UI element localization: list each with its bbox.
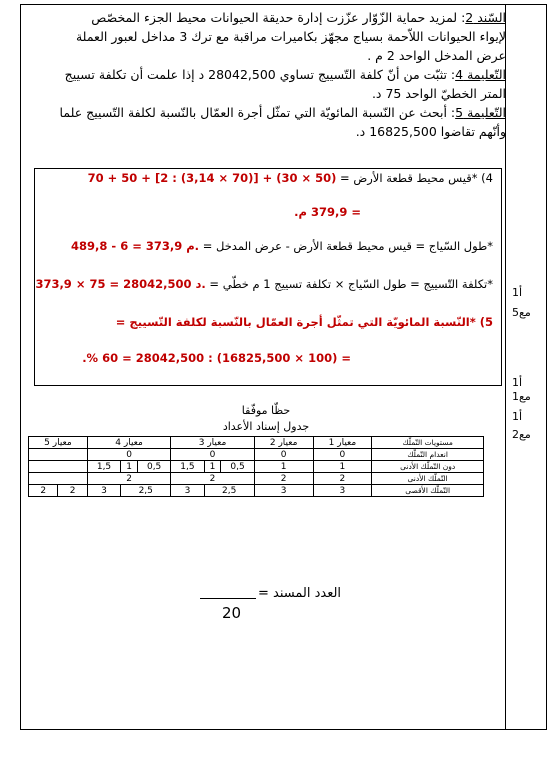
- task4-line-2: المتر الخطيّ الواحد 75 د.: [371, 86, 506, 101]
- row0-level: انعدام التّملّك: [372, 449, 484, 461]
- answer-q5-line: [116, 315, 493, 329]
- row1-c4-a: 0,5: [137, 461, 170, 473]
- answer-q5-text: 5) *النّسبة المائويّة التي تمثّل أجرة العمّال بالنّسبة لكلفة التّسييج =: [115, 315, 493, 329]
- task4-line-1: التّعليمة 4: تثبّت من أنّ كلفة التّسييج تساوي 28042,500 د إذا علمت أن تكلفة تسييج: [64, 67, 506, 82]
- header-level: مستويات التّملّك: [372, 437, 484, 449]
- header-c2: معيار 2: [254, 437, 313, 449]
- row3-c3-b: 3: [171, 485, 204, 497]
- prompt-line-3: عرض المدخل الواحد 2 م .: [367, 48, 506, 63]
- table-row: [29, 485, 484, 497]
- prompt-line-1: السّند 2: لمزيد حماية الزّوّار عزّزت إدارة حديقة الحيوانات محيط الجزء المخصّص: [91, 10, 506, 25]
- row0-c1: 0: [313, 449, 372, 461]
- header-c3: معيار 3: [171, 437, 254, 449]
- answer-q4-formula: 70 + 50 + [2 : (3,14 × 70)] + (30 × 50): [87, 171, 337, 185]
- prompt-label: السّند 2: [465, 10, 506, 25]
- row0-c4: 0: [87, 449, 170, 461]
- margin-mark-a1b: أ1: [512, 376, 523, 389]
- row1-c4-b: 1: [121, 461, 138, 473]
- row3-c5-a: 2: [58, 485, 87, 497]
- row2-c5: [29, 473, 88, 485]
- row0-c3: 0: [171, 449, 254, 461]
- row3-c4-b: 3: [87, 485, 120, 497]
- row0-c5: [29, 449, 88, 461]
- row3-c1: 3: [313, 485, 372, 497]
- row1-c3-b: 1: [204, 461, 221, 473]
- fraction-bar: [200, 598, 256, 599]
- table-row: [29, 461, 484, 473]
- row1-c3-c: 1,5: [171, 461, 204, 473]
- table-title: جدول إسناد الأعداد: [222, 420, 310, 433]
- answer-cost-label: *تكلفة التّسييج = طول السّياج × تكلفة تسييج 1 م خطّي =: [205, 277, 493, 291]
- header-c1: معيار 1: [313, 437, 372, 449]
- margin-mark-a1: أ1: [512, 286, 523, 299]
- row2-c3: 2: [171, 473, 254, 485]
- row1-c1: 1: [313, 461, 372, 473]
- row2-level: التّملّك الأدنى: [372, 473, 484, 485]
- answer-q4-result: = 379,9 م.: [294, 205, 361, 219]
- margin-mark-m5: مع5: [512, 306, 531, 319]
- margin-mark-m1: مع1: [512, 390, 531, 403]
- answer-fence-label: *طول السّياج = قيس محيط قطعة الأرض - عرض المدخل =: [199, 239, 493, 253]
- row3-c5-b: 2: [29, 485, 58, 497]
- row2-c2: 2: [254, 473, 313, 485]
- answer-cost-calc: 373,9 × 75 = 28042,500 د.: [35, 277, 206, 291]
- margin-mark-m2: مع2: [512, 428, 531, 441]
- table-row: [29, 449, 484, 461]
- row1-level: دون التّملّك الأدنى: [372, 461, 484, 473]
- score-denominator: 20: [222, 604, 242, 622]
- row2-c1: 2: [313, 473, 372, 485]
- good-luck-text: حظّا موفّقا: [241, 404, 291, 417]
- grading-table-header: [29, 437, 484, 449]
- header-c4: معيار 4: [87, 437, 170, 449]
- row3-c3-a: 2,5: [204, 485, 254, 497]
- score-label: العدد المسند =: [258, 586, 342, 601]
- answer-q4-prefix: 4) *قيس محيط قطعة الأرض =: [336, 171, 493, 185]
- row1-c4-c: 1,5: [87, 461, 120, 473]
- margin-mark-a1c: أ1: [512, 410, 523, 423]
- row1-c5: [29, 461, 88, 473]
- row2-c4: 2: [87, 473, 170, 485]
- task5-label: التّعليمة 5: [455, 105, 506, 120]
- task5-line-2: وأنّهم تقاضوا 16825,500 د.: [355, 124, 506, 139]
- row3-c2: 3: [254, 485, 313, 497]
- task5-line-1: التّعليمة 5: أبحث عن النّسبة المائويّة التي تمثّل أجرة العمّال بالنّسبة لكلفة التّسييج علما: [59, 105, 506, 120]
- row1-c2: 1: [254, 461, 313, 473]
- header-c5: معيار 5: [29, 437, 88, 449]
- answer-box: [34, 168, 502, 386]
- task4-label: التّعليمة 4: [455, 67, 506, 82]
- row3-level: التّملّك الأقصى: [372, 485, 484, 497]
- prompt-line-2: لإيواء الحيوانات اللاّحمة بسياج مجهّز بكاميرات مراقبة مع ترك 3 مداخل لعبور العملة: [75, 29, 506, 44]
- answer-fence-line: [71, 239, 493, 253]
- answer-fence-calc: 489,8 - 6 = 373,9 م.: [71, 239, 200, 253]
- grading-table: [28, 436, 484, 497]
- row1-c3-a: 0,5: [221, 461, 254, 473]
- table-row: [29, 473, 484, 485]
- answer-cost-line: [35, 277, 493, 291]
- row3-c4-a: 2,5: [121, 485, 171, 497]
- row0-c2: 0: [254, 449, 313, 461]
- answer-q5-calc: = (100 × 16825,500) : 28042,500 = 60 %.: [82, 351, 351, 365]
- answer-q4-line: [88, 171, 493, 185]
